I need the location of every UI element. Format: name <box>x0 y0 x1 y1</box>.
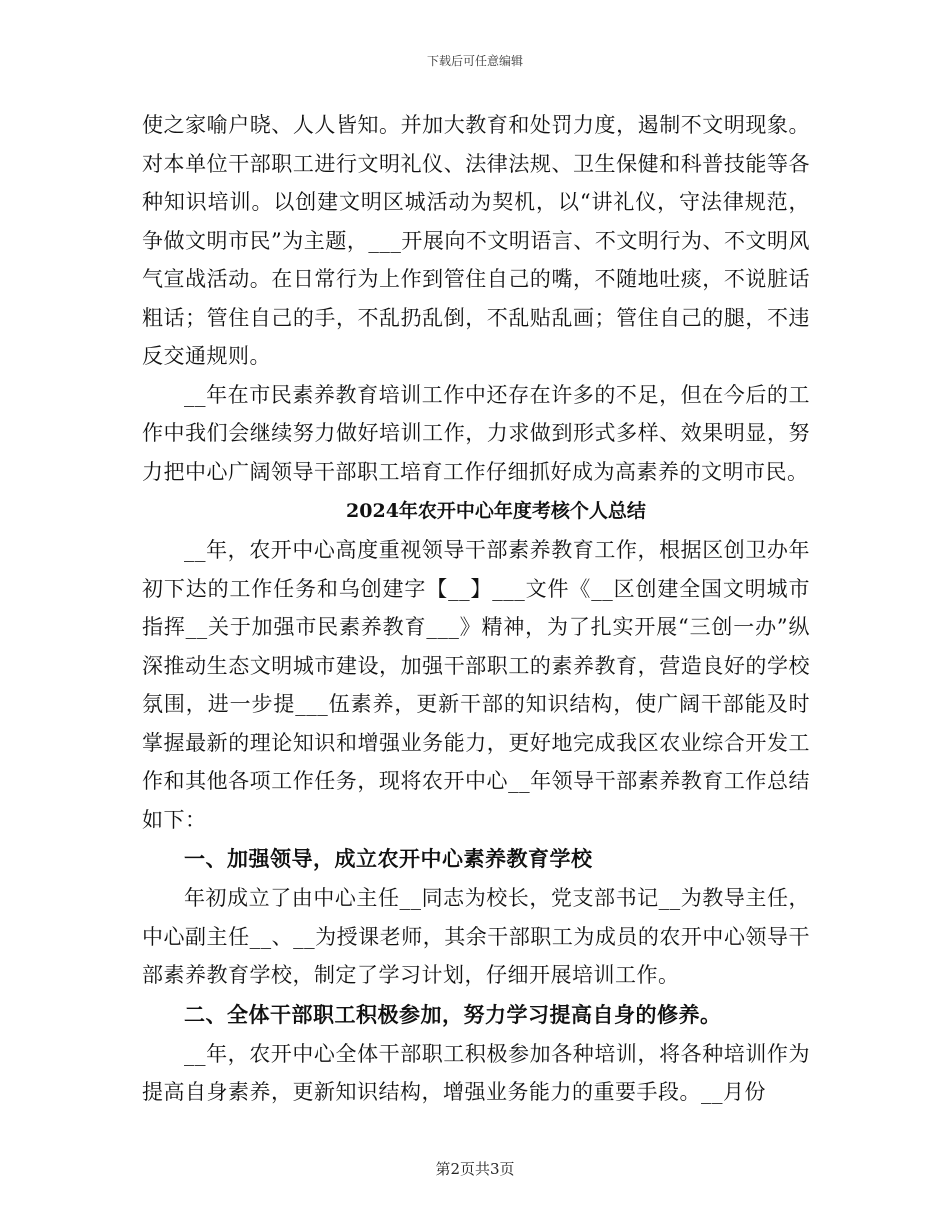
heading-1: 一、加强领导，成立农开中心素养教育学校 <box>184 846 593 871</box>
paragraph-5: __年，农开中心全体干部职工积极参加各种培训，将各种培训作为提高自身素养，更新知识结构，增强业务能力的重要手段。__月份 <box>142 1041 810 1104</box>
document-body <box>142 106 810 1112</box>
paragraph-3: __年，农开中心高度重视领导干部素养教育工作，根据区创卫办年初下达的工作任务和乌创建字【__】___文件《__区创建全国文明城市指挥__关于加强市民素养教育___》精神，为了扎实开展“三创一办”纵深推动生态文明城市建设，加强干部职工的素养教育，营造良好的学校氛围，进一步提___伍素养，更新干部的知识结构，使广阔干部能及时掌握最新的理论知识和增强业务能力，更好地完成我区农业综合开发工作和其他各项工作任务，现将农开中心__年领导干部素养教育工作总结如下： <box>142 538 810 832</box>
page-number-footer: 第2页共3页 <box>435 1160 515 1178</box>
paragraph-1: 使之家喻户晓、人人皆知。并加大教育和处罚力度，遏制不文明现象。对本单位干部职工进行文明礼仪、法律法规、卫生保健和科普技能等各种知识培训。以创建文明区城活动为契机，以“讲礼仪，守法律规范，争做文明市民”为主题，___开展向不文明语言、不文明行为、不文明风气宣战活动。在日常行为上作到管住自己的嘴，不随地吐痰，不说脏话粗话；管住自己的手，不乱扔乱倒，不乱贴乱画；管住自己的腿，不违反交通规则。 <box>142 113 810 368</box>
section-title: 2024年农开中心年度考核个人总结 <box>346 500 646 522</box>
heading-2: 二、全体干部职工积极参加，努力学习提高自身的修养。 <box>184 1001 722 1027</box>
paragraph-2: __年在市民素养教育培训工作中还存在许多的不足，但在今后的工作中我们会继续努力做好培训工作，力求做到形式多样、效果明显，努力把中心广阔领导干部职工培育工作仔细抓好成为高素养的文明市民。 <box>142 382 810 484</box>
header-note: 下载后可任意编辑 <box>426 54 523 68</box>
paragraph-4: 年初成立了由中心主任__同志为校长，党支部书记__为教导主任，中心副主任__、__为授课老师，其余干部职工为成员的农开中心领导干部素养教育学校，制定了学习计划，仔细开展培训工作。 <box>142 886 810 987</box>
